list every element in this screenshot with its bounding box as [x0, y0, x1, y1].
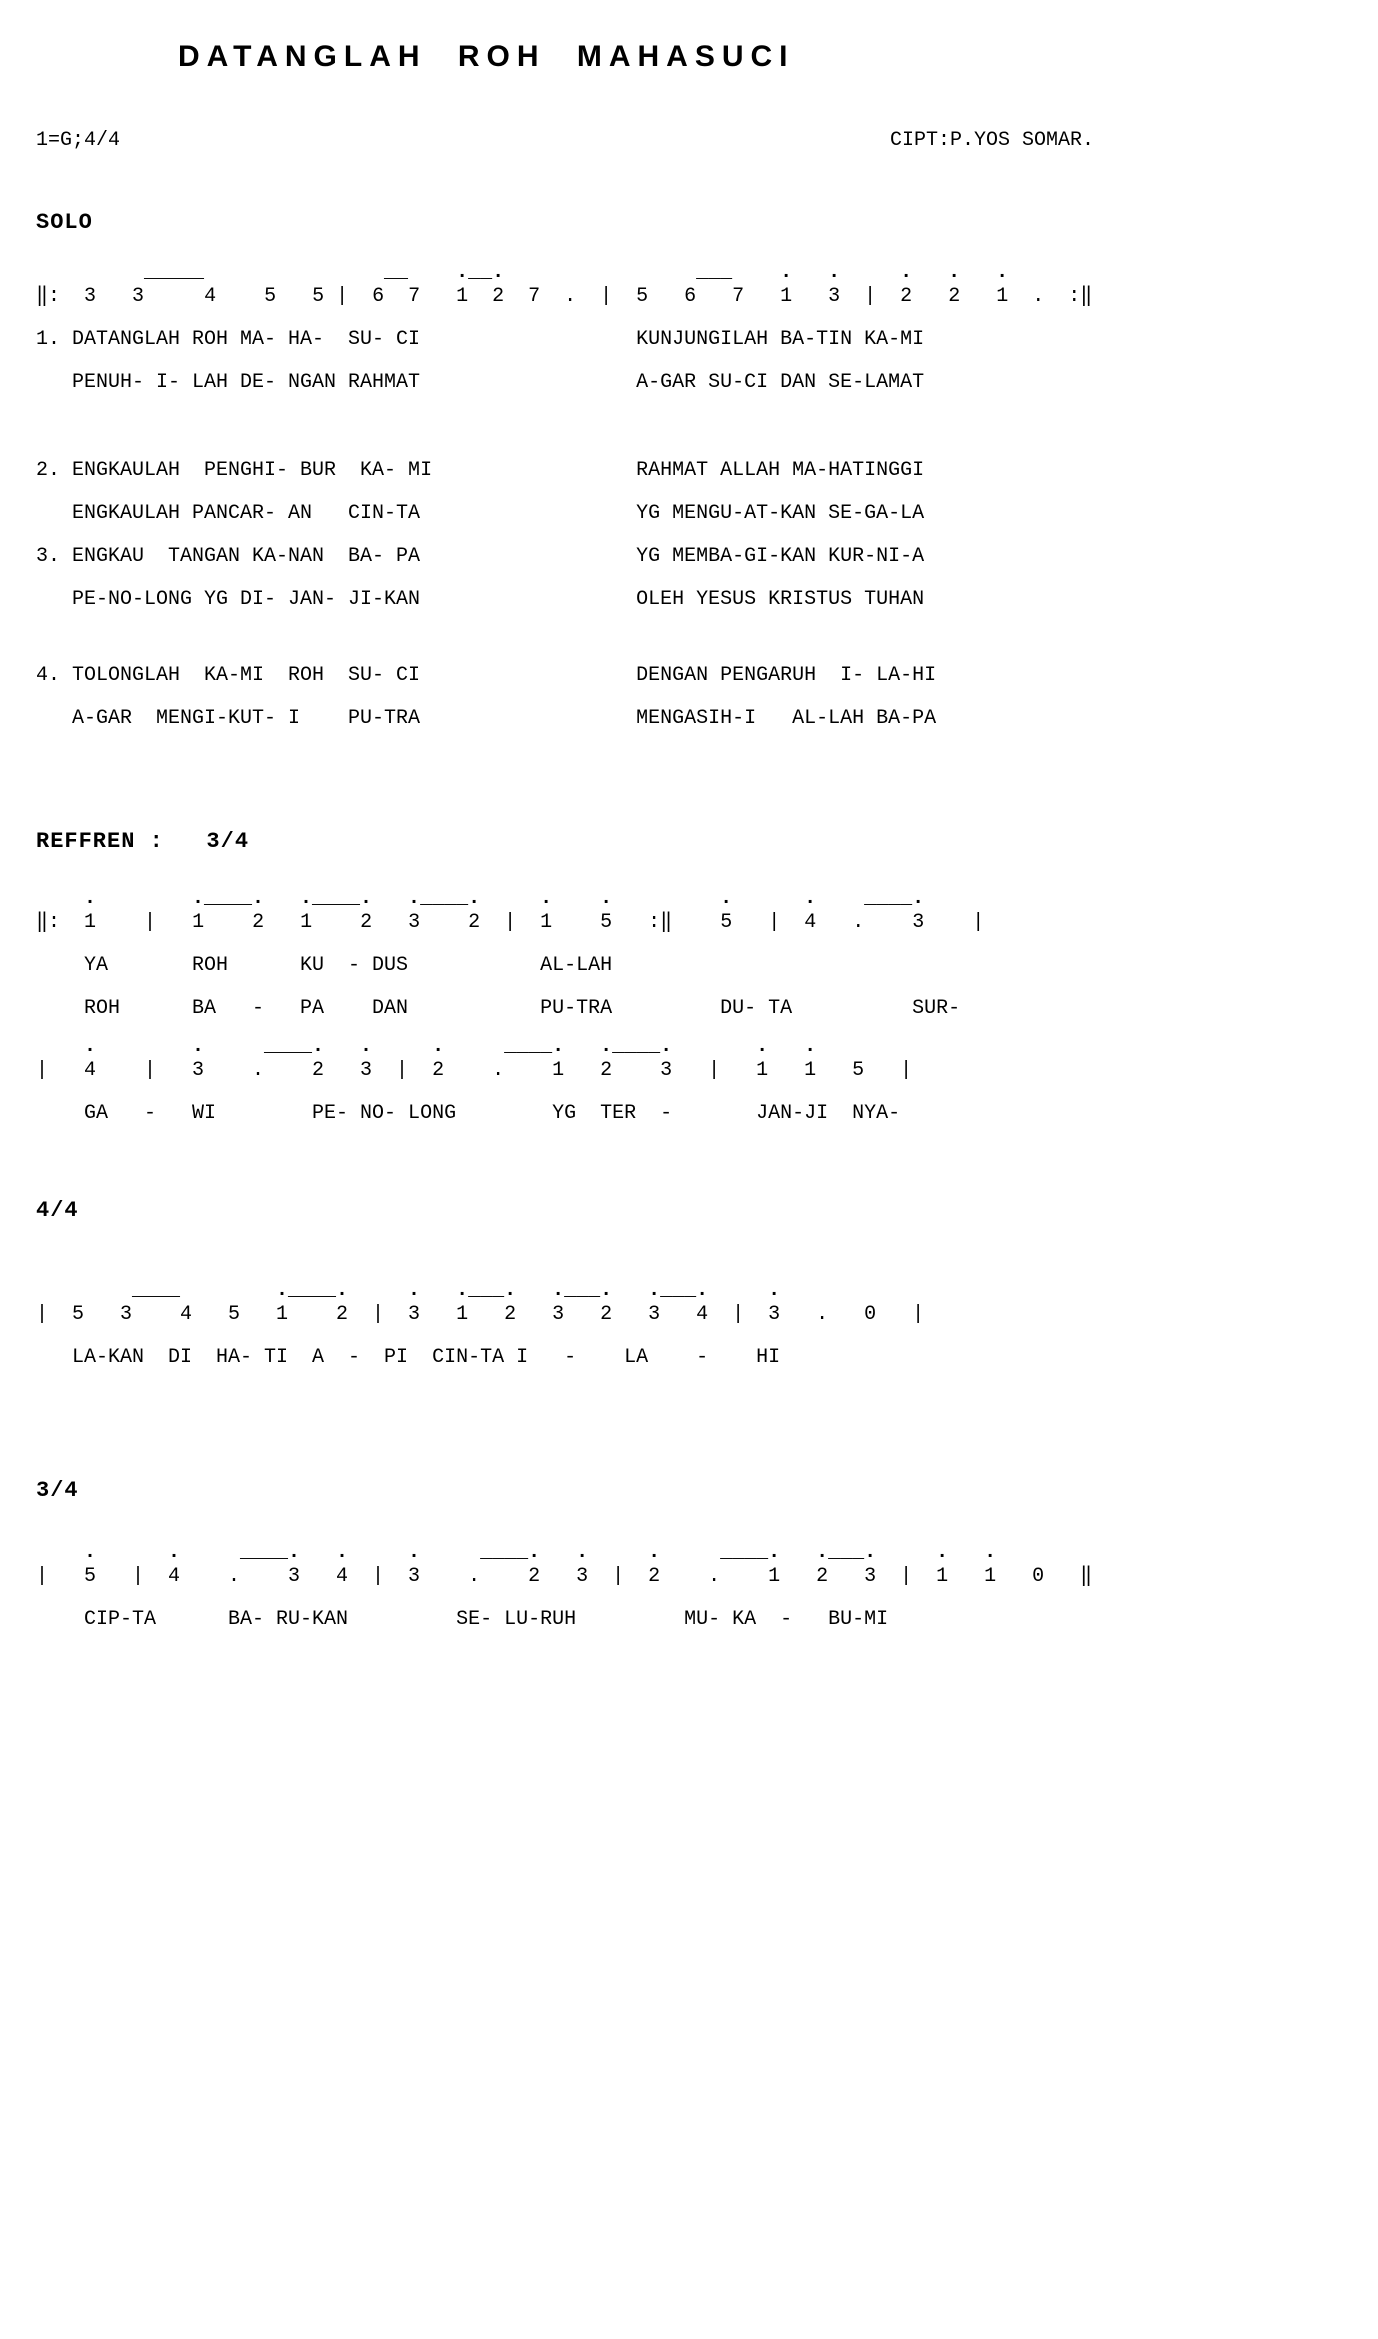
- verse-line: PE-NO-LONG YG DI- JAN- JI-KAN OLEH YESUS KRISTUS TUHAN: [36, 588, 925, 611]
- solo-stave: [36, 262, 1092, 396]
- notation-row: | 5 | 4 . 3 4 | 3 . 2 3 | 2 . 1 2 3 | 1 1 0 ‖: [36, 1565, 1093, 1588]
- lyrics-line-reffren-1b: ROH BA - PA DAN PU-TRA DU- TA SUR-: [36, 997, 961, 1020]
- solo-heading: SOLO: [36, 210, 93, 235]
- octave-dots-beams-row: . . ____. . . ____. . . ____. .___. . .: [36, 1541, 1093, 1564]
- notation-row: | 5 3 4 5 1 2 | 3 1 2 3 2 3 4 | 3 . 0 |: [36, 1303, 925, 1326]
- meter-34-heading: 3/4: [36, 1478, 79, 1503]
- octave-dots-beams-row: _____ __ .__. ___ . . . . .: [36, 261, 1093, 284]
- octave-dots-beams-row: ____ .____. . .___. .___. .___. .: [36, 1279, 925, 1302]
- lyrics-line-verse1a: 1. DATANGLAH ROH MA- HA- SU- CI KUNJUNGILAH BA-TIN KA-MI: [36, 328, 925, 351]
- final-34-stave: [36, 1542, 1092, 1633]
- verse-4-block: [36, 663, 936, 732]
- verses-2-3-block: [36, 458, 924, 613]
- verse-line: 2. ENGKAULAH PENGHI- BUR KA- MI RAHMAT ALLAH MA-HATINGGI: [36, 459, 925, 482]
- reffren-stave-1: [36, 888, 984, 1022]
- lyrics-line-reffren-2: GA - WI PE- NO- LONG YG TER - JAN-JI NYA-: [36, 1102, 901, 1125]
- meter-44-heading: 4/4: [36, 1198, 79, 1223]
- lyrics-line-reffren-1a: YA ROH KU - DUS AL-LAH: [36, 954, 613, 977]
- notation-row: ‖: 1 | 1 2 1 2 3 2 | 1 5 :‖ 5 | 4 . 3 |: [36, 911, 985, 934]
- lyrics-line-final: CIP-TA BA- RU-KAN SE- LU-RUH MU- KA - BU-MI: [36, 1608, 889, 1631]
- key-signature: 1=G;4/4: [36, 129, 121, 152]
- reffren-heading: [36, 829, 249, 855]
- verse-line: 4. TOLONGLAH KA-MI ROH SU- CI DENGAN PENGARUH I- LA-HI: [36, 664, 937, 687]
- verse-line: 3. ENGKAU TANGAN KA-NAN BA- PA YG MEMBA-GI-KAN KUR-NI-A: [36, 545, 925, 568]
- octave-dots-beams-row: . .____. .____. .____. . . . . ____.: [36, 887, 985, 910]
- composer-credit: CIPT:P.YOS SOMAR.: [890, 129, 1095, 152]
- verse-line: A-GAR MENGI-KUT- I PU-TRA MENGASIH-I AL-LAH BA-PA: [36, 707, 937, 730]
- reffren-stave-2: [36, 1036, 912, 1127]
- lyrics-line-bridge: LA-KAN DI HA- TI A - PI CIN-TA I - LA - HI: [36, 1346, 781, 1369]
- song-title: DATANGLAH ROH MAHASUCI: [178, 40, 795, 73]
- notation-row: ‖: 3 3 4 5 5 | 6 7 1 2 7 . | 5 6 7 1 3 | 2 2 1 . :‖: [36, 285, 1093, 308]
- octave-dots-beams-row: . . ____. . . ____. .____. . .: [36, 1035, 913, 1058]
- notation-row: | 4 | 3 . 2 3 | 2 . 1 2 3 | 1 1 5 |: [36, 1059, 913, 1082]
- lyrics-line-verse1b: PENUH- I- LAH DE- NGAN RAHMAT A-GAR SU-CI DAN SE-LAMAT: [36, 371, 925, 394]
- bridge-44-stave: [36, 1280, 924, 1371]
- reffren-heading-text: REFFREN : 3/4: [36, 829, 250, 854]
- verse-line: ENGKAULAH PANCAR- AN CIN-TA YG MENGU-AT-KAN SE-GA-LA: [36, 502, 925, 525]
